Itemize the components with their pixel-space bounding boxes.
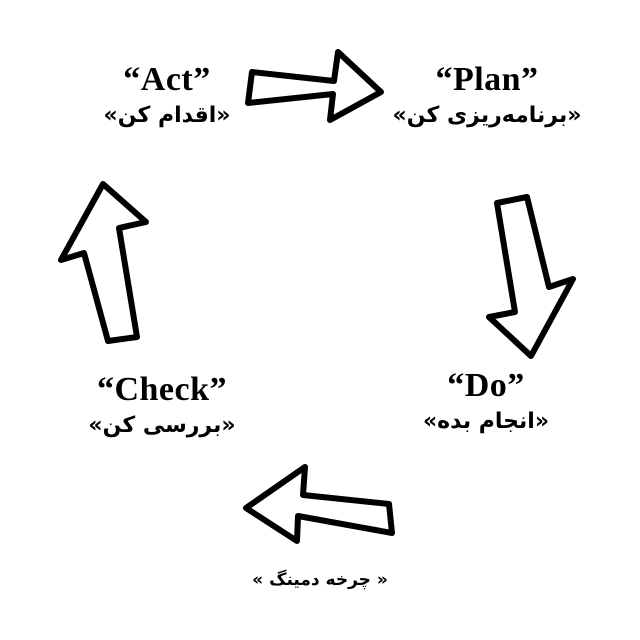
arrow-check-to-act-icon (61, 184, 146, 341)
node-plan-label-fa: «برنامه‌ریزی کن» (392, 102, 582, 128)
node-do (386, 368, 586, 433)
node-do-label-en: “Do” (447, 367, 525, 404)
node-check (52, 372, 272, 437)
arrow-plan-to-do-icon (489, 197, 573, 356)
node-plan (372, 62, 602, 127)
node-do-label-fa: «انجام بده» (422, 408, 550, 434)
node-check-label-fa: «بررسی کن» (88, 412, 236, 438)
node-act-label-fa: «اقدام کن» (103, 102, 231, 128)
node-check-label-en: “Check” (96, 371, 228, 408)
diagram-caption: « چرخه دمینگ » (252, 570, 388, 590)
node-plan-label-en: “Plan” (435, 61, 539, 98)
node-act (62, 62, 272, 127)
node-act-label-en: “Act” (123, 61, 211, 98)
arrow-do-to-check-icon (246, 467, 392, 541)
